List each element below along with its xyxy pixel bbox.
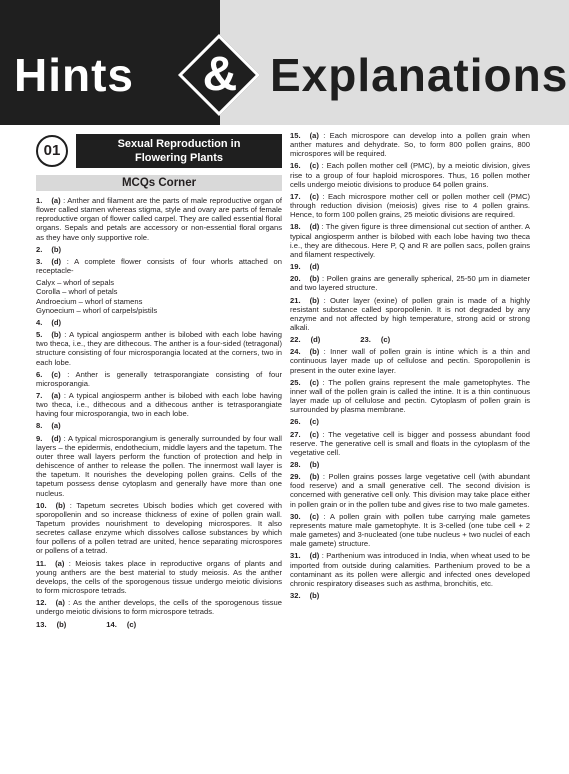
- answer-key: (b): [309, 460, 320, 469]
- question-number: 18.: [290, 222, 301, 232]
- answer-separator: :: [319, 347, 331, 357]
- answer-separator: :: [61, 330, 70, 340]
- question-number: 8.: [36, 421, 43, 431]
- question-number: 11.: [36, 558, 47, 568]
- answer-text: Parthenium was introduced in India, when wheat used to be imported from outside during calamities. Parthenium proved to be a contaminant as its pollen were allergic and infected ones developed chronic respiratory diseases such as asthma, bronchitis, etc.: [290, 551, 530, 588]
- answer-key: (d): [309, 551, 320, 561]
- answer-separator: :: [318, 511, 330, 521]
- answer-subline: Corolla – whorl of petals: [36, 287, 118, 297]
- answer-text: Meiosis takes place in reproductive organs of plants and young anthers are the best material to study meiosis. As the anther develops, the cells of the sporogenous tissue undergo meiotic divisions to form microspore tetrads.: [36, 558, 282, 596]
- left-column: [36, 131, 282, 632]
- question-number: 14.: [106, 619, 117, 629]
- answer-separator: :: [60, 196, 68, 205]
- question-number: 30.: [290, 511, 301, 521]
- question-number: 28.: [290, 460, 301, 469]
- answer-key: (b): [309, 274, 320, 284]
- answer-list-right: [290, 131, 530, 600]
- answer-item: [290, 262, 530, 271]
- answer-item: [290, 222, 530, 259]
- section-heading: MCQs Corner: [36, 175, 282, 191]
- question-number: 16.: [290, 161, 301, 171]
- answer-item: [290, 296, 530, 333]
- question-number: 15.: [290, 131, 301, 140]
- question-number: 27.: [290, 429, 301, 439]
- answer-item: [36, 598, 282, 616]
- answer-key: (a): [51, 390, 61, 400]
- answer-text: Each microspore mother cell or pollen mother cell (PMC) through reduction division (meiosis) gives rise to 4 pollen grains. Hence, to form 100 pollen grains, 25 meiotic divisions are required.: [290, 191, 530, 220]
- answer-key: (b): [51, 330, 62, 340]
- answer-key: (c): [309, 417, 319, 427]
- answer-item: [36, 559, 282, 596]
- question-number: 5.: [36, 330, 43, 340]
- question-number: 10.: [36, 500, 47, 510]
- chapter-number-badge: 01: [36, 135, 68, 167]
- answer-key: (c): [309, 377, 319, 387]
- answer-text: Outer layer (exine) of pollen grain is made of a highly resistant substance called sporopollenin. It is not degraded by any enzyme and not affected by high temperature, strong acid or strong alkali.: [290, 295, 530, 332]
- answer-separator: :: [318, 191, 328, 201]
- answer-text: A complete flower consists of four whorls attached on receptacle-: [36, 256, 282, 276]
- header-banner: [0, 0, 569, 125]
- answer-item: [290, 417, 530, 426]
- answer-key: (a): [309, 131, 319, 140]
- answer-text: As the anther develops, the cells of the sporogenous tissue undergo meiotic divisions to form microspore tetrads.: [36, 598, 282, 617]
- answer-separator: :: [61, 433, 68, 443]
- right-column: [290, 131, 530, 603]
- answer-key: (c): [309, 161, 319, 171]
- answer-text: Tapetum secretes Ubisch bodies which get covered with sporopollenin and so increase thickness of exine of pollen grain wall. Tapetum provides nourishment to developing microspores. It also secretes callase enzyme which dissolves callose substances by which four pollens of a pollen tetrad are united, hence separating microspores or pollens of a tetrad.: [36, 500, 283, 556]
- answer-key: (b): [56, 619, 67, 629]
- chapter-title-line1: Sexual Reproduction in: [117, 138, 241, 150]
- answer-text: The pollen grains represent the male gametophytes. The inner wall of the pollen grain is called the intine. It is a thin continuous layer made up of cellulose and pectin. Cytoplasm of pollen grain is surrounded by plasma membrane.: [290, 377, 530, 415]
- answer-key: (a): [51, 196, 61, 205]
- question-number: 1.: [36, 196, 43, 205]
- answer-key: (b): [55, 500, 66, 510]
- answer-key: (a): [51, 421, 61, 431]
- answer-item: [36, 245, 282, 254]
- answer-key: (b): [51, 244, 62, 254]
- answer-item: [290, 335, 530, 344]
- answer-separator: :: [64, 558, 76, 568]
- question-number: 20.: [290, 274, 301, 284]
- answer-item: [290, 591, 530, 600]
- answer-text: A pollen grain with pollen tube carrying male gametes represents mature male gametophyte. It is 3-celled (one tube cell + 2 male gametes) and 3-nucleated (one tube nucleus + two nuclei of each male gamete) structure.: [290, 511, 530, 549]
- answer-text: The vegetative cell is bigger and possess abundant food reserve. The generative cell is small and floats in the cytoplasm of the vegetative cell.: [290, 429, 530, 457]
- answer-item: [36, 196, 282, 242]
- answer-item: [290, 430, 530, 457]
- question-number: 25.: [290, 377, 301, 387]
- answer-key: (a): [55, 558, 65, 568]
- banner-word-hints: Hints: [14, 49, 134, 101]
- answer-text: A typical angiosperm anther is bilobed with each lobe having two theca, i.e., dithecous and a dithecous anther is tetrasporangiate having four microsporangia, two in each lobe.: [36, 390, 282, 419]
- answer-key: (c): [309, 191, 319, 201]
- question-number: 9.: [36, 433, 43, 443]
- answer-item: [290, 551, 530, 588]
- banner-ampersand: &: [202, 48, 238, 101]
- question-number: 29.: [290, 472, 301, 482]
- answer-separator: :: [319, 472, 329, 482]
- answer-key: (d): [51, 256, 62, 266]
- answer-item: [36, 391, 282, 418]
- answer-item: [36, 330, 282, 367]
- banner-word-explanations: Explanations: [270, 49, 569, 101]
- answer-text: Inner wall of pollen grain is intine which is a thin and continuous layer made up of cellulose and pectin. Sporopollenin is present in the outer exine layer.: [290, 347, 530, 375]
- question-number: 31.: [290, 551, 301, 561]
- answer-separator: :: [318, 161, 327, 171]
- answer-key: (d): [310, 335, 321, 345]
- question-number: 7.: [36, 390, 43, 400]
- answer-item: [36, 434, 282, 498]
- answer-item: [290, 460, 530, 469]
- question-number: 3.: [36, 256, 43, 266]
- answer-key: (b): [309, 591, 320, 601]
- answer-key: (c): [309, 429, 319, 439]
- answer-separator: :: [319, 295, 330, 305]
- answer-text: A typical angiosperm anther is bilobed with each lobe having two theca, i.e., they are dithecous. The anther is a four-sided (tetragonal) structure consisting of four microsporangia located at the corners, two in each lobe.: [36, 330, 282, 367]
- answer-item: [36, 501, 282, 556]
- answer-item: [36, 620, 282, 629]
- chapter-title-line2: Flowering Plants: [134, 152, 223, 164]
- question-number: 26.: [290, 417, 301, 427]
- answer-item: [290, 131, 530, 158]
- answer-key: (d): [51, 433, 62, 443]
- answer-text: Each pollen mother cell (PMC), by a meiotic division, gives rise to a group of four haploid microspores. Thus, 16 pollen mother cells undergo meiotic divisions to produce 64 pollen grains.: [290, 161, 530, 189]
- answer-key: (c): [309, 511, 319, 521]
- answer-text: Anther and filament are the parts of male reproductive organ of flower called stamen whereas stigma, style and ovary are parts of female reproductive organ of flower called carpel. They are called essential floral organs. Sepals and petals are accessory or non-essential floral organs as they have only supportive role.: [36, 196, 282, 242]
- answer-item: [36, 257, 282, 275]
- answer-item: [290, 378, 530, 415]
- answer-text: Pollen grains posses large vegetative cell (with abundant food reserve) and a small generative cell. The second division is concerned with generative cell only. This division may take place either in pollen grain or in the pollen tube and gives rise to two male gametes.: [290, 472, 530, 509]
- answer-key: (d): [309, 262, 320, 272]
- question-number: 22.: [290, 335, 301, 345]
- answer-key: (d): [309, 222, 320, 232]
- question-number: 19.: [290, 262, 301, 272]
- answer-item: [290, 274, 530, 292]
- question-number: 23.: [360, 335, 371, 345]
- answer-subline: Gynoecium – whorl of carpels/pistils: [36, 305, 158, 315]
- answer-key: (b): [309, 295, 320, 305]
- answer-separator: :: [61, 256, 75, 266]
- question-number: 12.: [36, 598, 47, 608]
- answer-key: (c): [51, 369, 61, 379]
- answer-item: [290, 192, 530, 219]
- answer-item: [290, 472, 530, 509]
- answer-item: [36, 370, 282, 388]
- answer-item: [290, 347, 530, 374]
- answer-key: (b): [309, 347, 320, 357]
- question-number: 13.: [36, 619, 47, 629]
- answer-separator: :: [64, 598, 74, 608]
- answer-item: [290, 512, 530, 549]
- answer-text: Pollen grains are generally spherical, 25-50 μm in diameter and two layered structure.: [290, 274, 530, 293]
- answer-list-left: [36, 196, 282, 629]
- answer-separator: :: [319, 551, 327, 561]
- answer-text: A typical microsporangium is generally surrounded by four wall layers – the epidermis, endothecium, middle layers and the tapetum. The outer three wall layers perform the function of protection and help in dehiscence of anther to release the pollen. The innermost wall layer is the tapetum. It nourishes the developing pollen grains. Cells of the tapetum possess dense cytoplasm and generally have more than one nucleus.: [36, 433, 282, 498]
- answer-item: [290, 161, 530, 188]
- answer-key: (b): [309, 472, 320, 482]
- question-number: 21.: [290, 295, 301, 305]
- chapter-title-bar: [76, 134, 282, 168]
- chapter-heading: [36, 131, 282, 172]
- question-number: 4.: [36, 317, 43, 327]
- question-number: 6.: [36, 369, 43, 379]
- answer-key: (a): [55, 598, 65, 608]
- answer-separator: :: [318, 377, 329, 387]
- question-number: 2.: [36, 244, 43, 254]
- answer-separator: :: [60, 369, 76, 379]
- answer-separator: :: [319, 274, 327, 284]
- answer-separator: :: [318, 131, 330, 140]
- answer-text: Each microspore can develop into a pollen grain when anther matures and dehydrate. So, to form 800 pollen grains, 800 microspores will be required.: [290, 131, 530, 159]
- answer-subline: Calyx – whorl of sepals: [36, 278, 115, 288]
- question-number: 24.: [290, 347, 301, 357]
- answer-separator: :: [319, 222, 326, 232]
- answer-text: Anther is generally tetrasporangiate consisting of four microsporangia.: [36, 369, 282, 388]
- answer-separator: :: [65, 500, 77, 510]
- answer-subline: Androecium – whorl of stamens: [36, 296, 143, 306]
- answer-item: [36, 318, 282, 327]
- answer-separator: :: [318, 429, 329, 439]
- answer-key: (c): [126, 619, 137, 629]
- answer-key: (d): [51, 317, 62, 327]
- question-number: 32.: [290, 591, 301, 601]
- answer-key: (c): [380, 335, 391, 345]
- answer-text: The given figure is three dimensional cut section of anther. A typical angiosperm anther is bilobed with each lobe having two theca i.e., they are dithecous. Here P, Q and R are pollen sacs, pollen grains and filament respectively.: [290, 222, 530, 259]
- question-number: 17.: [290, 191, 301, 201]
- answer-separator: :: [60, 390, 69, 400]
- answer-item: [36, 421, 282, 430]
